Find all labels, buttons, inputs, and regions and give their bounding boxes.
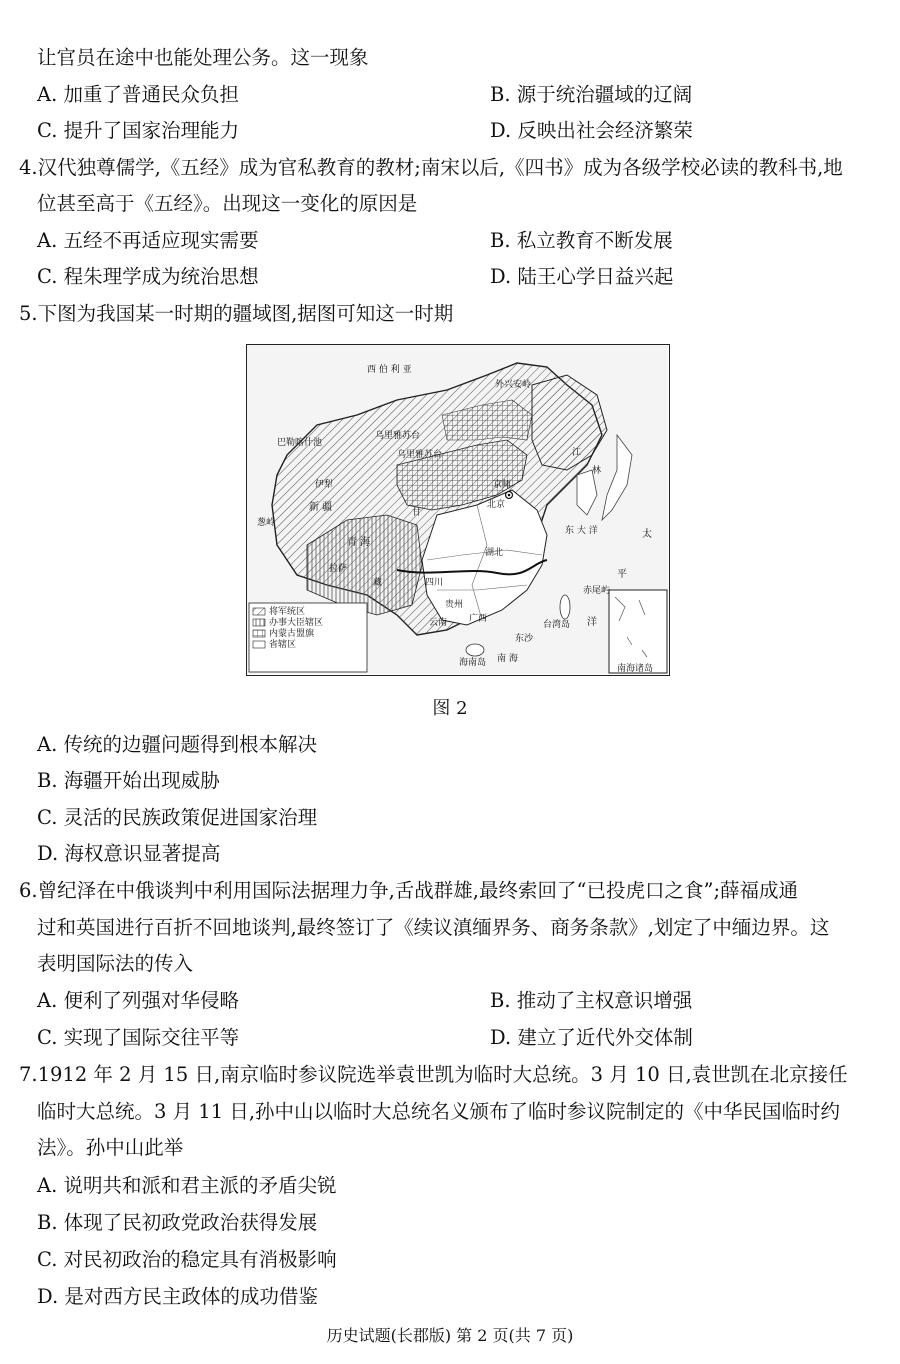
- territory-map: [246, 344, 670, 676]
- label-hubei: 湖北: [485, 548, 504, 558]
- page-footer: 历史试题(长郡版) 第 2 页(共 7 页): [326, 1326, 574, 1345]
- q7-option-c[interactable]: C. 对民初政治的稳定具有消极影响: [37, 1248, 337, 1271]
- q6-option-d[interactable]: D. 建立了近代外交体制: [490, 1026, 693, 1049]
- q4-option-a[interactable]: A. 五经不再适应现实需要: [37, 229, 259, 252]
- q3-option-c[interactable]: C. 提升了国家治理能力: [37, 119, 240, 142]
- label-yili: 伊犁: [315, 480, 334, 490]
- q6-option-c[interactable]: C. 实现了国际交往平等: [37, 1026, 240, 1049]
- q6-stem-line1: 6.曾纪泽在中俄谈判中利用国际法据理力争,舌战群雄,最终索回了“已投虎口之食”;薛福成通: [19, 879, 799, 902]
- label-lin: 林: [592, 466, 602, 476]
- q6-option-a[interactable]: A. 便利了列强对华侵略: [37, 989, 239, 1012]
- label-uliastai-region: 乌里雅苏台: [397, 450, 443, 460]
- q3-option-a[interactable]: A. 加重了普通民众负担: [37, 83, 239, 106]
- q7-option-a[interactable]: A. 说明共和派和君主派的矛盾尖锐: [37, 1174, 337, 1197]
- legend-general: 将军统区: [269, 607, 306, 617]
- label-gansu: 甘: [412, 508, 422, 518]
- q4-option-b[interactable]: B. 私立教育不断发展: [490, 229, 673, 252]
- label-taiwan: 台湾岛: [543, 620, 571, 630]
- label-siberia: 西 伯 利 亚: [367, 365, 412, 375]
- label-jiang: 江: [572, 448, 582, 458]
- q7-option-d[interactable]: D. 是对西方民主政体的成功借鉴: [37, 1285, 318, 1308]
- q7-stem-line3: 法》。孙中山此举: [37, 1136, 184, 1159]
- south-sea-islands-inset: [609, 590, 667, 673]
- q7-stem-line2: 临时大总统。3 月 11 日,孙中山以临时大总统名义颁布了临时参议院制定的《中华民国临时约: [37, 1100, 841, 1123]
- legend-mongol: 内蒙古盟旗: [269, 629, 315, 639]
- q3-option-d[interactable]: D. 反映出社会经济繁荣: [490, 119, 693, 142]
- q6-stem-line2: 过和英国进行百折不回地谈判,最终签订了《续议滇缅界务、商务条款》,划定了中缅边界。这: [37, 916, 830, 939]
- label-yang: 洋: [587, 617, 597, 628]
- q5-stem: 5.下图为我国某一时期的疆域图,据图可知这一时期: [19, 302, 454, 325]
- label-guizhou: 贵州: [445, 600, 464, 610]
- legend-minister: 办事大臣辖区: [269, 618, 324, 628]
- label-dongdayang: 东 大 洋: [565, 526, 598, 536]
- label-balkhash: 巴勒喀什池: [277, 438, 323, 448]
- taiwan-island: [560, 595, 570, 619]
- legend-province: 省辖区: [269, 640, 297, 650]
- label-ping: 平: [617, 569, 627, 580]
- label-beijing: 北京: [487, 500, 506, 510]
- q4-stem-line2: 位甚至高于《五经》。出现这一变化的原因是: [37, 192, 418, 215]
- q4-option-d[interactable]: D. 陆王心学日益兴起: [490, 265, 674, 288]
- label-lhasa: 拉萨: [329, 564, 348, 574]
- q3-stem-continued: 让官员在途中也能处理公务。这一现象: [37, 46, 369, 69]
- label-guangxi: 广西: [469, 614, 488, 624]
- label-xinjiang: 新 疆: [309, 502, 333, 513]
- label-nanhai: 南 海: [497, 654, 518, 664]
- label-uliastai: 乌里雅苏台: [375, 431, 421, 441]
- label-sichuan: 四川: [425, 578, 444, 588]
- label-qinghai: 青 海: [347, 537, 371, 548]
- q3-option-b[interactable]: B. 源于统治疆域的辽阔: [490, 83, 693, 106]
- hainan-island: [466, 644, 484, 656]
- label-south-sea-islands: 南海诸岛: [617, 664, 654, 674]
- figure-caption: 图 2: [432, 698, 468, 719]
- q5-option-b[interactable]: B. 海疆开始出现威胁: [37, 769, 220, 792]
- q6-option-b[interactable]: B. 推动了主权意识增强: [490, 989, 693, 1012]
- label-hainan: 海南岛: [459, 658, 487, 668]
- q4-stem-line1: 4.汉代独尊儒学,《五经》成为官私教育的教材;南宋以后,《四书》成为各级学校必读的教科书,地: [19, 156, 843, 179]
- q4-option-c[interactable]: C. 程朱理学成为统治思想: [37, 265, 259, 288]
- label-tai: 太: [642, 529, 652, 540]
- q7-option-b[interactable]: B. 体现了民初政党政治获得发展: [37, 1211, 318, 1234]
- label-chiweiyu: 赤尾屿: [583, 586, 611, 596]
- q6-stem-line3: 表明国际法的传入: [37, 952, 194, 975]
- label-waishan: 外兴安岭: [495, 380, 532, 390]
- q5-option-a[interactable]: A. 传统的边疆问题得到根本解决: [37, 733, 317, 756]
- label-yunnan: 云南: [429, 618, 448, 628]
- q5-option-d[interactable]: D. 海权意识显著提高: [37, 842, 221, 865]
- label-dongsha: 东沙: [515, 634, 534, 644]
- q7-stem-line1: 7.1912 年 2 月 15 日,南京临时参议院选举袁世凯为临时大总统。3 月 10 日,袁世凯在北京接任: [19, 1063, 848, 1086]
- label-congling: 葱岭: [257, 518, 276, 528]
- label-tibet: 藏: [373, 578, 383, 588]
- q5-option-c[interactable]: C. 灵活的民族政策促进国家治理: [37, 806, 318, 829]
- label-jingshi: 京师: [493, 480, 512, 490]
